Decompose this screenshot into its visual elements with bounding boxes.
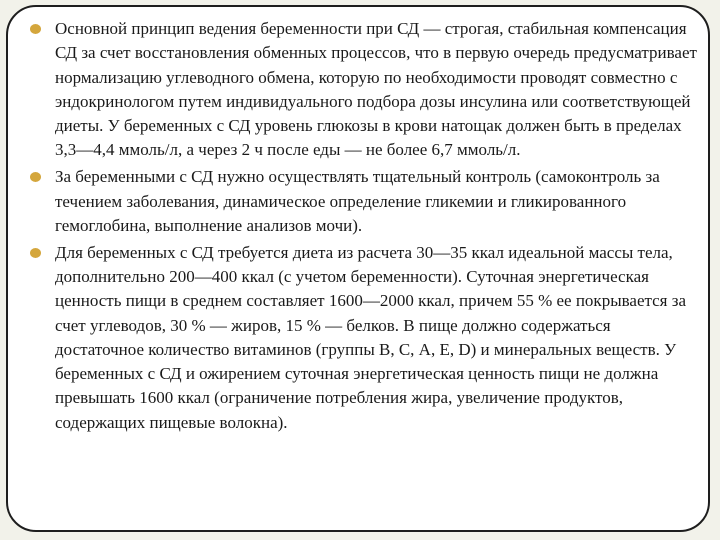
bullet-text: Основной принцип ведения беременности при СД — строгая, стабильная компенсация СД за счет восстановления обменных процессов, что в первую очередь предусматривает нормализацию углеводного обмена, которую по необходимости проводят совместно с эндокринологом путем индивидуального подбора дозы инсулина или соответствующей диеты. У беременных с СД уровень глюкозы в крови натощак должен быть в пределах 3,3—4,4 ммоль/л, а через 2 ч после еды — не более 6,7 ммоль/л. [55,19,697,160]
bullet-text: Для беременных с СД требуется диета из расчета 30—35 ккал идеальной массы тела, дополнительно 200—400 ккал (с учетом беременности). Суточная энергетическая ценность пищи в среднем составляет 1600—2000 ккал, причем 55 % ее покрывается за счет углеводов, 30 % — жиров, 15 % — белков. В пище должно содержаться достаточное количество витаминов (группы В, С, А, Е, D) и минеральных веществ. У беременных с СД и ожирением суточная энергетическая ценность пищи не должна превышать 1600 ккал (ограничение потребления жира, увеличение продуктов, содержащих пищевые волокна). [55,242,687,432]
slide-frame [6,5,710,532]
bullet-item-monitoring [29,165,701,238]
bullet-item-pregnancy-principle [29,17,701,163]
bullet-circle-icon [30,24,41,34]
bullet-item-diet [29,241,701,435]
bullet-list [29,17,701,438]
bullet-text: За беременными с СД нужно осуществлять тщательный контроль (самоконтроль за течением заболевания, динамическое определение гликемии и гликированного гемоглобина, выполнение анализов мочи). [55,167,660,235]
bullet-circle-icon [30,172,41,182]
bullet-circle-icon [30,248,41,258]
